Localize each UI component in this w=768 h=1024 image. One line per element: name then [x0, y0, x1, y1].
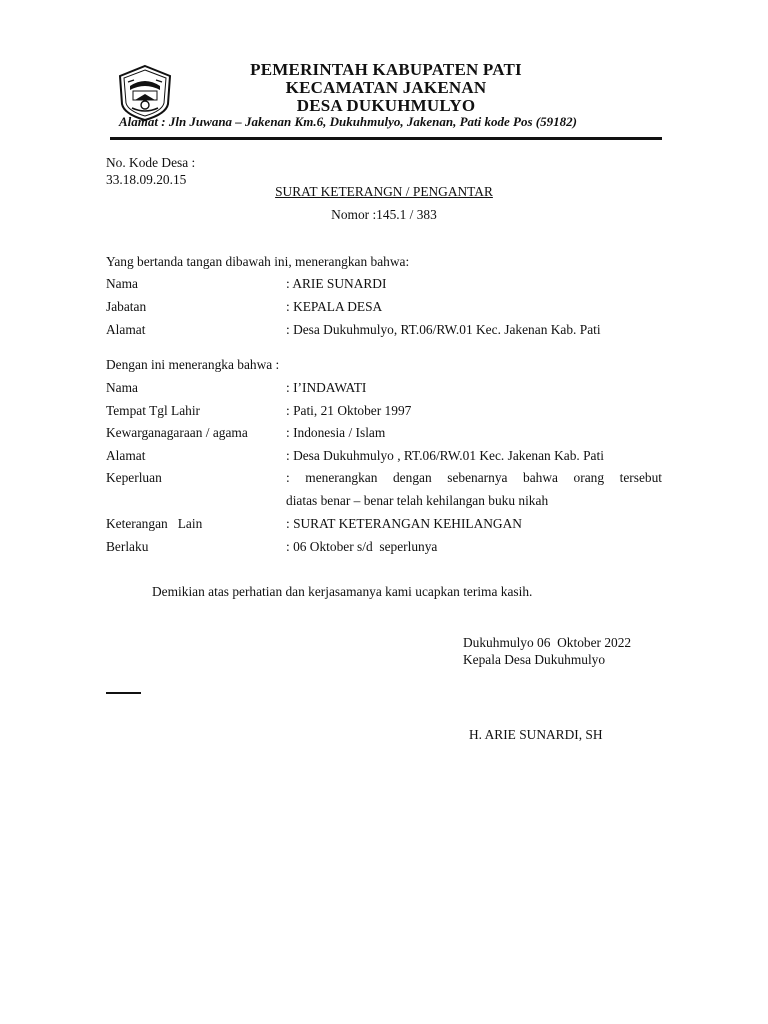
- letter-number: Nomor :145.1 / 383: [331, 207, 437, 222]
- signer-position-label: Jabatan: [106, 299, 147, 314]
- kode-desa-value: 33.18.09.20.15: [106, 172, 187, 187]
- signature-place-date: Dukuhmulyo 06 Oktober 2022: [463, 635, 632, 650]
- signer-name-value: : ARIE SUNARDI: [286, 276, 387, 291]
- letterhead-divider: [110, 137, 662, 140]
- subject-other-value: : SURAT KETERANGAN KEHILANGAN: [286, 516, 522, 531]
- subject-citizenship-value: : Indonesia / Islam: [286, 425, 386, 440]
- signer-address-label: Alamat: [106, 322, 146, 337]
- subject-birth-label: Tempat Tgl Lahir: [106, 403, 201, 418]
- letterhead-district: KECAMATAN JAKENAN: [285, 78, 487, 97]
- subject-name-value: : I’INDAWATI: [286, 380, 367, 395]
- subject-birth-value: : Pati, 21 Oktober 1997: [286, 403, 412, 418]
- subject-validity-label: Berlaku: [106, 539, 149, 554]
- subject-citizenship-label: Kewarganagaraan / agama: [106, 425, 248, 440]
- signer-name-label: Nama: [106, 276, 138, 291]
- signer-address-value: : Desa Dukuhmulyo, RT.06/RW.01 Kec. Jakenan Kab. Pati: [286, 322, 601, 337]
- subject-purpose-value-cont: diatas benar – benar telah kehilangan buku nikah: [286, 493, 549, 508]
- kode-desa-label: No. Kode Desa :: [106, 155, 196, 170]
- subject-other-label: Keterangan Lain: [106, 516, 203, 531]
- subject-address-label: Alamat: [106, 448, 146, 463]
- letterhead-government: PEMERINTAH KABUPATEN PATI: [250, 60, 522, 79]
- subject-name-label: Nama: [106, 380, 138, 395]
- subject-purpose-label: Keperluan: [106, 470, 162, 485]
- closing-text: Demikian atas perhatian dan kerjasamanya kami ucapkan terima kasih.: [152, 584, 533, 599]
- subject-address-value: : Desa Dukuhmulyo , RT.06/RW.01 Kec. Jakenan Kab. Pati: [286, 448, 604, 463]
- subject-validity-value: : 06 Oktober s/d seperlunya: [286, 539, 438, 554]
- signer-position-value: : KEPALA DESA: [286, 299, 383, 314]
- letterhead-address: Alamat : Jln Juwana – Jakenan Km.6, Dukuhmulyo, Jakenan, Pati kode Pos (59182): [119, 114, 577, 129]
- intro-text: Yang bertanda tangan dibawah ini, menerangkan bahwa:: [106, 254, 410, 269]
- letterhead-village: DESA DUKUHMULYO: [296, 96, 476, 115]
- signature-name: H. ARIE SUNARDI, SH: [469, 727, 603, 742]
- signature-mark: [106, 692, 141, 694]
- subject-purpose-value: : menerangkan dengan sebenarnya bahwa orang tersebut: [286, 470, 662, 485]
- letter-title-text: SURAT KETERANGN / PENGANTAR: [275, 184, 493, 199]
- intro2-text: Dengan ini menerangka bahwa :: [106, 357, 280, 372]
- signature-position: Kepala Desa Dukuhmulyo: [463, 652, 606, 667]
- letter-title: [0, 184, 768, 200]
